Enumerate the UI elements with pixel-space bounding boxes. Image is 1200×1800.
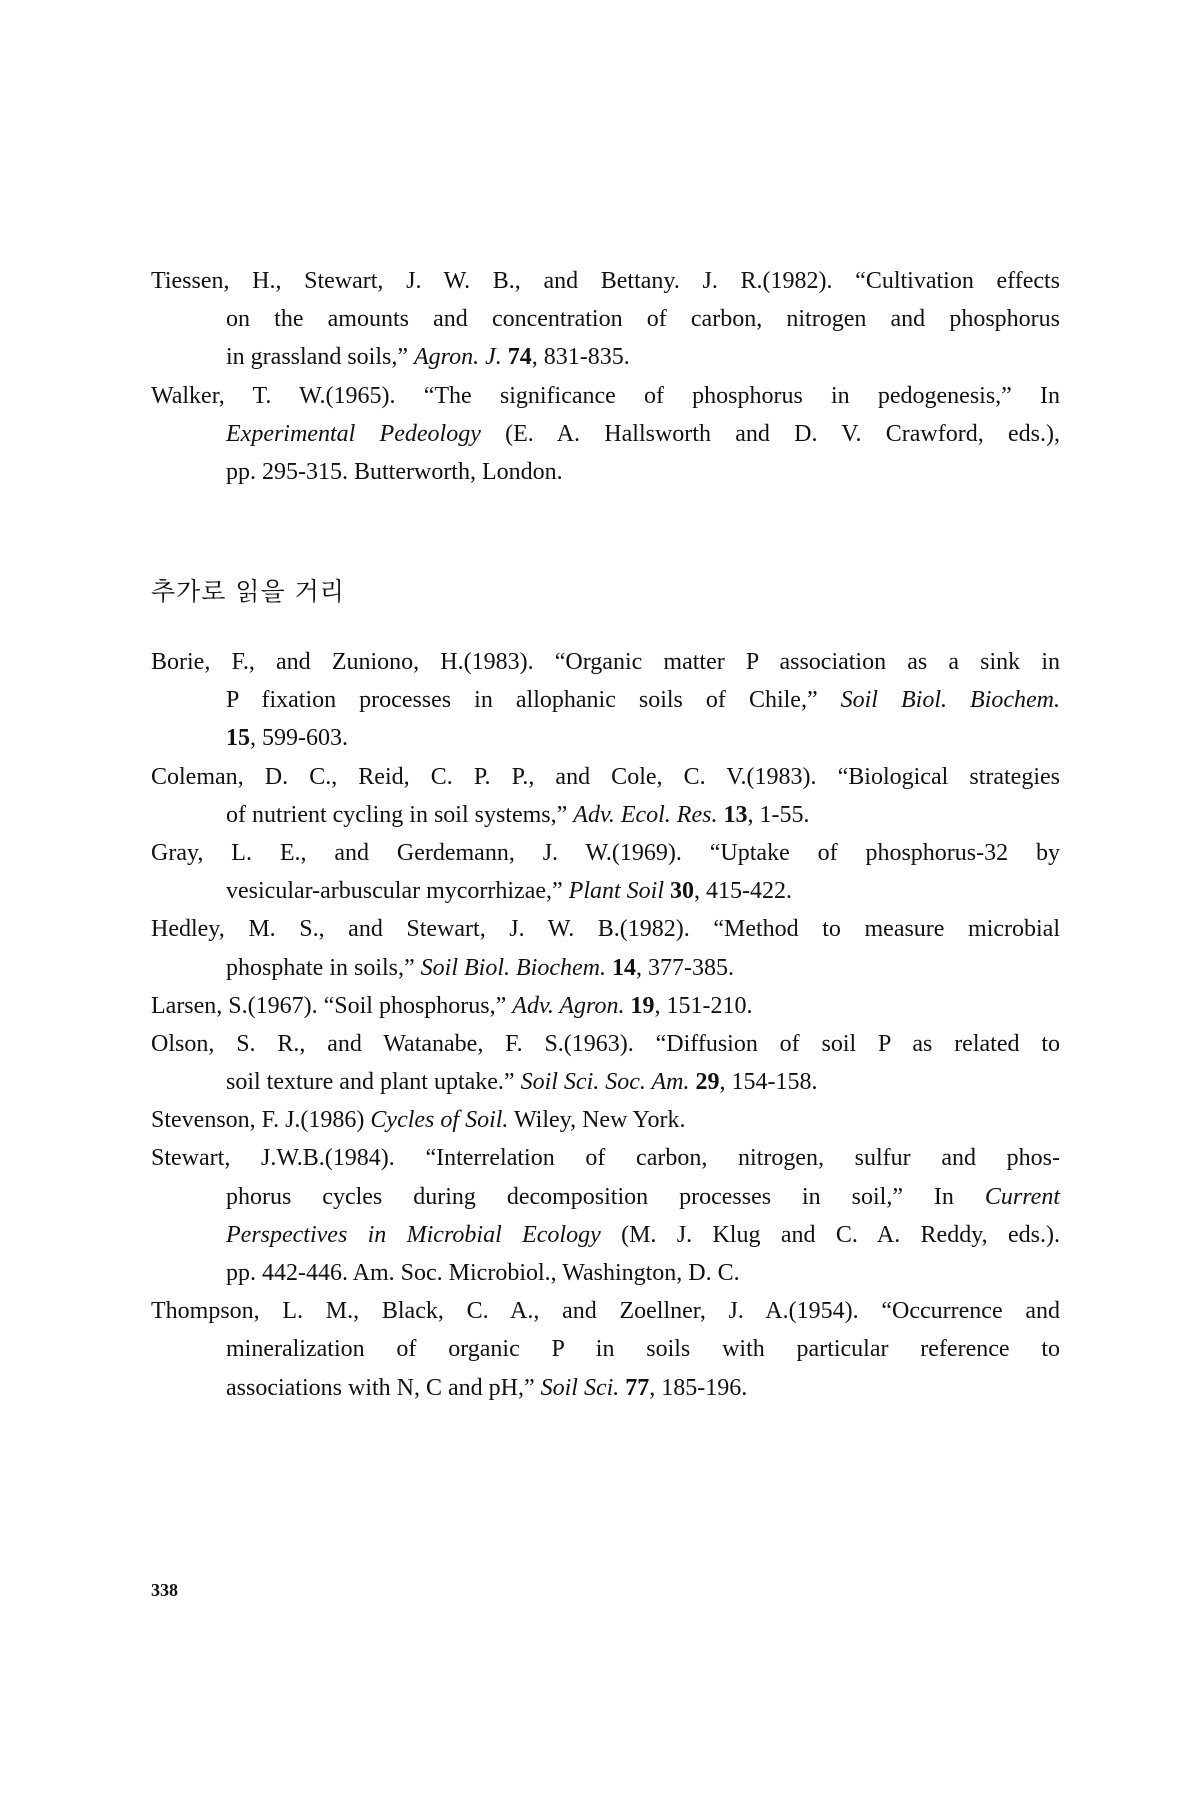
reference-list-further-reading: [151, 643, 1060, 1407]
reference-text: Tiessen, H., Stewart, J. W. B., and Bettany. J. R.(1982). “Cultivation effects: [151, 268, 1060, 294]
reference-text: Stewart, J.W.B.(1984). “Interrelation of carbon, nitrogen, sulfur and phos-: [151, 1145, 1060, 1172]
reference-text: vesicular-arbuscular mycorrhizae,”: [226, 878, 569, 905]
reference-line: [226, 1369, 1060, 1407]
reference-list-top: [151, 262, 1060, 491]
reference-text: , 151-210.: [654, 992, 753, 1019]
reference-text: Olson, S. R., and Watanabe, F. S.(1963). “Diffusion of soil P as related to: [151, 1030, 1060, 1057]
reference-entry: [151, 987, 1060, 1025]
reference-line: [226, 1178, 1060, 1216]
volume-number: 13: [723, 801, 748, 828]
reference-line: [226, 300, 1060, 338]
reference-text: Borie, F., and Zuniono, H.(1983). “Organic matter P association as a sink in: [151, 649, 1060, 675]
reference-entry: [151, 643, 1060, 758]
reference-text: , 599-603.: [250, 725, 348, 752]
volume-number: 30: [670, 878, 695, 905]
reference-text: Coleman, D. C., Reid, C. P. P., and Cole, C. V.(1983). “Biological strategies: [151, 763, 1060, 790]
reference-line: [226, 1063, 1060, 1101]
volume-number: 74: [507, 344, 532, 371]
reference-text: Gray, L. E., and Gerdemann, J. W.(1969). “Uptake of phosphorus-32 by: [151, 839, 1060, 866]
reference-text: , 154-158.: [719, 1069, 818, 1096]
reference-entry: [151, 834, 1060, 910]
volume-number: 29: [695, 1069, 720, 1096]
reference-text: Wiley, New York.: [508, 1107, 686, 1134]
reference-text: , 831-835.: [531, 344, 630, 371]
reference-text: P fixation processes in allophanic soils of Chile,”: [226, 687, 841, 714]
volume-number: 19: [630, 992, 655, 1019]
reference-text: , 377-385.: [635, 954, 734, 981]
reference-text: , 415-422.: [694, 878, 793, 905]
page-number: 338: [151, 1580, 178, 1600]
reference-line: [151, 1139, 1060, 1177]
reference-text: of nutrient cycling in soil systems,”: [226, 801, 574, 828]
reference-line: [226, 1330, 1060, 1368]
reference-text: soil texture and plant uptake.”: [226, 1069, 521, 1096]
italic-text: Adv. Agron.: [512, 992, 625, 1019]
reference-text: , 185-196.: [649, 1374, 748, 1401]
volume-number: 14: [611, 954, 636, 981]
reference-text: Larsen, S.(1967). “Soil phosphorus,”: [151, 992, 513, 1019]
italic-text: Soil Biol. Biochem.: [420, 954, 606, 981]
reference-text: Stevenson, F. J.(1986): [151, 1107, 371, 1134]
reference-line: [226, 681, 1060, 719]
reference-text: Thompson, L. M., Black, C. A., and Zoellner, J. A.(1954). “Occurrence and: [151, 1298, 1060, 1325]
reference-text: phorus cycles during decomposition processes in soil,” In: [226, 1183, 985, 1210]
reference-text: Hedley, M. S., and Stewart, J. W. B.(1982). “Method to measure microbial: [151, 916, 1060, 943]
reference-text: on the amounts and concentration of carbon, nitrogen and phosphorus: [226, 306, 1060, 333]
reference-entry: [151, 262, 1060, 377]
reference-line: [226, 872, 1060, 910]
reference-line: [151, 834, 1060, 872]
reference-line: [226, 415, 1060, 453]
reference-text: , 1-55.: [747, 801, 810, 828]
reference-line: [151, 1025, 1060, 1063]
reference-text: Walker, T. W.(1965). “The significance of phosphorus in pedogenesis,” In: [151, 382, 1060, 409]
reference-line: [226, 719, 1060, 757]
volume-number: 15: [226, 725, 250, 752]
italic-text: Agron. J.: [413, 344, 502, 371]
reference-line: [151, 377, 1060, 415]
italic-text: Adv. Ecol. Res.: [573, 801, 718, 828]
italic-text: Current: [984, 1183, 1060, 1210]
reference-text: pp. 295-315. Butterworth, London.: [226, 458, 563, 485]
italic-text: Perspectives in Microbial Ecology: [226, 1221, 601, 1248]
reference-text: (M. J. Klug and C. A. Reddy, eds.).: [600, 1221, 1060, 1248]
italic-text: Cycles of Soil.: [370, 1107, 509, 1134]
reference-line: [151, 910, 1060, 948]
reference-line: [226, 453, 1060, 491]
reference-line: [151, 1101, 1060, 1139]
reference-text: pp. 442-446. Am. Soc. Microbiol., Washington, D. C.: [226, 1260, 740, 1286]
reference-line: [226, 1216, 1060, 1254]
reference-entry: [151, 758, 1060, 834]
reference-line: [151, 987, 1060, 1025]
reference-text: phosphate in soils,”: [226, 954, 421, 981]
reference-line: [226, 1254, 1060, 1292]
reference-line: [226, 796, 1060, 834]
italic-text: Experimental Pedeology: [226, 420, 481, 447]
reference-entry: [151, 910, 1060, 986]
reference-line: [151, 643, 1060, 681]
reference-text: in grassland soils,”: [226, 344, 414, 371]
reference-line: [151, 758, 1060, 796]
reference-line: [226, 338, 1060, 376]
italic-text: Soil Biol. Biochem.: [840, 687, 1061, 714]
reference-text: (E. A. Hallsworth and D. V. Crawford, eds.),: [480, 420, 1060, 447]
italic-text: Soil Sci. Soc. Am.: [520, 1069, 690, 1096]
reference-entry: [151, 1025, 1060, 1101]
volume-number: 77: [625, 1374, 650, 1401]
reference-entry: [151, 1101, 1060, 1139]
section-heading-further-reading: 추가로 읽을 거리: [151, 577, 345, 606]
reference-line: [151, 262, 1060, 300]
reference-entry: [151, 1292, 1060, 1407]
reference-entry: [151, 377, 1060, 492]
reference-line: [151, 1292, 1060, 1330]
reference-line: [226, 949, 1060, 987]
reference-text: mineralization of organic P in soils with particular reference to: [226, 1336, 1060, 1363]
reference-text: associations with N, C and pH,”: [226, 1374, 541, 1401]
reference-entry: [151, 1139, 1060, 1292]
italic-text: Plant Soil: [568, 878, 665, 905]
italic-text: Soil Sci.: [540, 1374, 620, 1401]
